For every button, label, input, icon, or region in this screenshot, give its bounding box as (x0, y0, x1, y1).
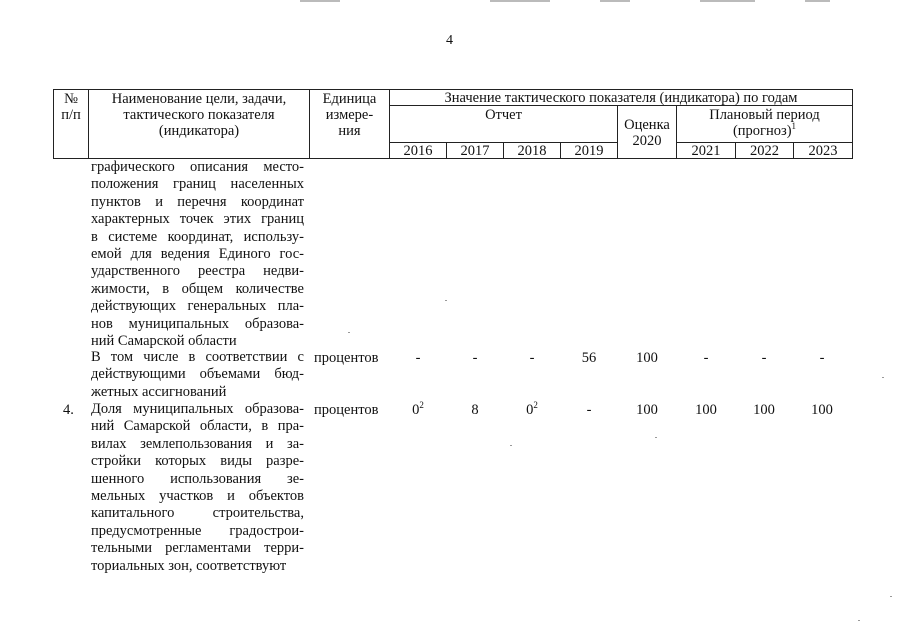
row3-value-2019: - (586, 402, 592, 418)
row3-description (91, 401, 304, 575)
row1-line: нов муниципальных образова- (91, 315, 304, 332)
row3-line: вилах землепользования и за- (91, 435, 304, 452)
row1-line: пунктов и перечня координат (91, 193, 304, 210)
row3-value-2016: $0^2$ (412, 400, 424, 418)
header-num: № (64, 91, 78, 107)
row2-value-2020: 100 (636, 350, 658, 366)
row2-description (91, 349, 304, 401)
row3-line: тельными регламентами терри- (91, 540, 304, 557)
row3-line: стройки которых виды разре- (91, 453, 304, 470)
row1-line: положения границ населенных (91, 176, 304, 193)
header-plan-line2: (прогноз)$^1$ (732, 121, 797, 139)
header-estimate-line1: Оценка (624, 117, 670, 133)
scan-speck (858, 620, 860, 621)
row1-line: жимости, в общем количестве (91, 280, 304, 297)
header-year-2018: 2018 (517, 143, 547, 159)
header-plan-line1: Плановый период (709, 107, 820, 123)
row1-line: ний Самарской области (91, 332, 237, 349)
row3-line: ториальных зон, соответствуют (91, 557, 287, 574)
row3-line: предусмотренные градострои- (91, 522, 304, 539)
row2-value-2016: - (415, 350, 421, 366)
row2-unit: процентов (314, 350, 379, 366)
header-year-2016: 2016 (403, 143, 433, 159)
scan-mark (700, 0, 755, 2)
row1-line: графического описания место- (91, 159, 304, 175)
header-year-2021: 2021 (691, 143, 721, 159)
row3-value-2021: 100 (695, 402, 717, 418)
row2-line: жетных ассигнований (91, 383, 227, 400)
scan-speck (445, 300, 447, 301)
row3-line: шенного использования зе- (91, 470, 304, 487)
row3-number: 4. (63, 402, 74, 418)
scan-mark (490, 0, 550, 2)
header-year-2017: 2017 (460, 143, 490, 159)
scan-mark (805, 0, 830, 2)
header-estimate-line2: 2020 (632, 133, 662, 149)
scan-speck (655, 437, 657, 438)
row3-value-2023: 100 (811, 402, 833, 418)
row2-line: действующими объемами бюд- (91, 366, 304, 383)
row2-value-2018: - (529, 350, 535, 366)
header-values-title: Значение тактического показателя (индикатора) по годам (444, 90, 798, 106)
scan-mark (300, 0, 340, 2)
row2-value-2019: 56 (581, 350, 597, 366)
header-report: Отчет (485, 107, 522, 123)
scan-speck (348, 332, 350, 333)
row3-line: ний Самарской области, в пра- (91, 418, 304, 435)
page-number: 4 (446, 33, 453, 48)
scan-mark (600, 0, 630, 2)
row1-line: характерных точек этих границ (91, 211, 304, 228)
header-unit-line3: ния (338, 123, 361, 139)
row3-value-2022: 100 (753, 402, 775, 418)
row2-value-2017: - (472, 350, 478, 366)
row3-value-2020: 100 (636, 402, 658, 418)
row2-value-2023: - (819, 350, 825, 366)
row2-line: В том числе в соответствии с (91, 349, 304, 365)
row1-line: действующих генеральных пла- (91, 298, 304, 315)
row1-line: ударственного реестра недви- (91, 263, 304, 280)
row2-value-2022: - (761, 350, 767, 366)
header-name-line2: тактического показателя (123, 107, 275, 123)
header-name-line3: (индикатора) (158, 123, 240, 139)
row2-value-2021: - (703, 350, 709, 366)
scan-speck (890, 596, 892, 597)
header-year-2023: 2023 (808, 143, 838, 159)
row3-line: капитального строительства, (91, 505, 304, 522)
row3-unit: процентов (314, 402, 379, 418)
scan-speck (882, 377, 884, 378)
row3-value-2018: $0^2$ (526, 400, 538, 418)
header-unit-line1: Единица (322, 91, 377, 107)
scan-speck (510, 445, 512, 446)
header-unit-line2: измере- (325, 107, 374, 123)
row1-line: емой для ведения Единого гос- (91, 245, 304, 262)
row1-description (91, 159, 304, 350)
row3-line: мельных участков и объектов (91, 487, 304, 504)
header-year-2019: 2019 (574, 143, 604, 159)
row3-value-2017: 8 (471, 402, 479, 418)
header-year-2022: 2022 (750, 143, 779, 159)
row1-line: в системе координат, использу- (91, 228, 304, 245)
row3-line: Доля муниципальных образова- (91, 401, 304, 417)
header-name-line1: Наименование цели, задачи, (111, 91, 287, 107)
header-num-pp: п/п (61, 107, 81, 123)
